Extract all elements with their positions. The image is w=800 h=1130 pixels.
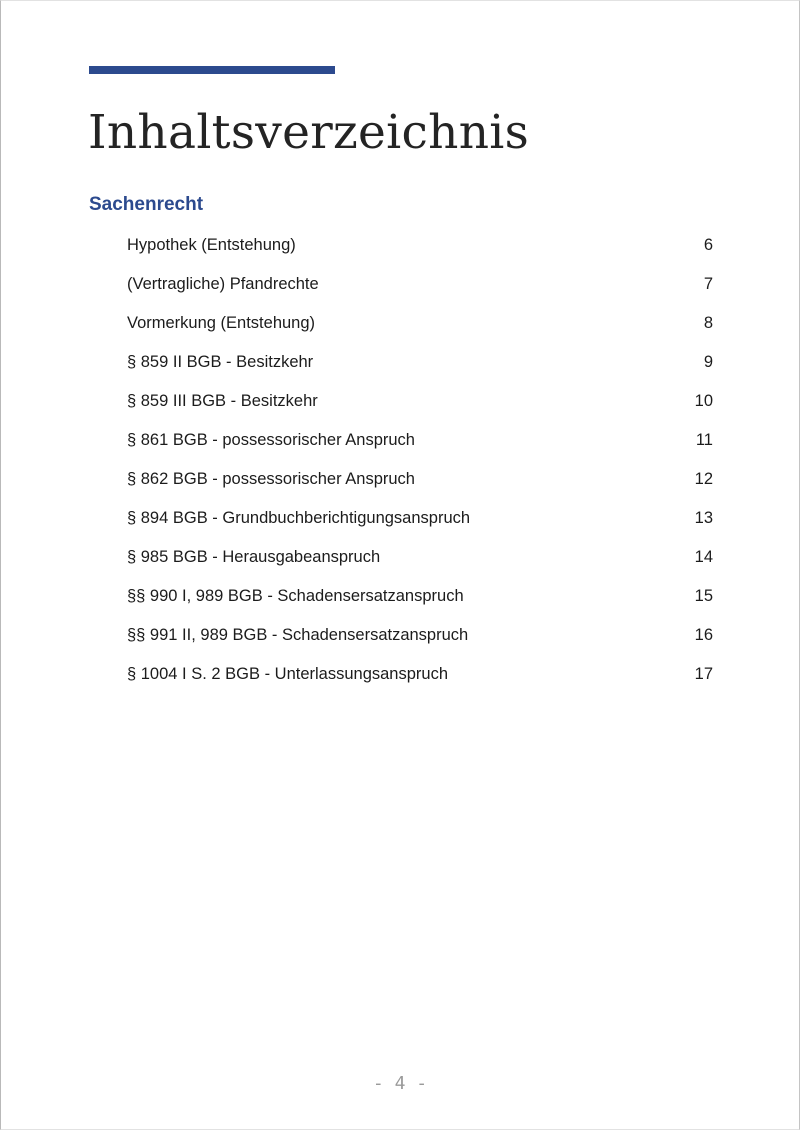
toc-entry-label: Hypothek (Entstehung) — [127, 236, 296, 254]
toc-entry-page: 14 — [694, 548, 713, 566]
toc-entry[interactable] — [127, 226, 713, 265]
toc-entry-page: 17 — [694, 665, 713, 683]
toc-entry-label: § 859 II BGB - Besitzkehr — [127, 353, 314, 371]
toc-entry-label: § 1004 I S. 2 BGB - Unterlassungsanspruch — [127, 665, 449, 683]
toc-entry-page: 11 — [695, 431, 713, 449]
toc-entry-label: § 862 BGB - possessorischer Anspruch — [127, 470, 415, 488]
page-title: Inhaltsverzeichnis — [88, 105, 530, 160]
toc-entry-label: §§ 990 I, 989 BGB - Schadensersatzanspruch — [127, 587, 464, 605]
toc-entry[interactable] — [127, 616, 713, 655]
page-number: - 4 - — [372, 1073, 428, 1094]
toc-entry-label: § 894 BGB - Grundbuchberichtigungsanspruch — [127, 509, 471, 527]
toc-entry[interactable] — [127, 460, 713, 499]
toc-entry-label: § 985 BGB - Herausgabeanspruch — [127, 548, 381, 566]
toc-entry-page: 7 — [703, 275, 713, 293]
toc-entry[interactable] — [127, 343, 713, 382]
toc-entry-page: 15 — [694, 587, 713, 605]
toc-entry-label: (Vertragliche) Pfandrechte — [127, 275, 319, 293]
toc-entry[interactable] — [127, 577, 713, 616]
toc-entry[interactable] — [127, 538, 713, 577]
section-heading-sachenrecht: Sachenrecht — [89, 194, 204, 215]
toc-entry[interactable] — [127, 265, 713, 304]
toc-entry[interactable] — [127, 304, 713, 343]
toc-entry-page: 6 — [703, 236, 713, 254]
toc-entry-page: 12 — [694, 470, 713, 488]
toc-entry-page: 10 — [694, 392, 713, 410]
toc-entry-page: 16 — [694, 626, 713, 644]
toc-entry-page: 8 — [703, 314, 713, 332]
toc-entry[interactable] — [127, 655, 713, 694]
toc-entry-page: 9 — [703, 353, 713, 371]
toc-entry-label: § 859 III BGB - Besitzkehr — [127, 392, 318, 410]
toc-entry[interactable] — [127, 499, 713, 538]
title-accent-bar — [89, 66, 335, 74]
table-of-contents — [127, 226, 713, 694]
toc-entry-label: Vormerkung (Entstehung) — [127, 314, 316, 332]
toc-entry[interactable] — [127, 382, 713, 421]
toc-entry[interactable] — [127, 421, 713, 460]
toc-entry-page: 13 — [694, 509, 713, 527]
toc-entry-label: §§ 991 II, 989 BGB - Schadensersatzanspruch — [127, 626, 469, 644]
toc-entry-label: § 861 BGB - possessorischer Anspruch — [127, 431, 415, 449]
